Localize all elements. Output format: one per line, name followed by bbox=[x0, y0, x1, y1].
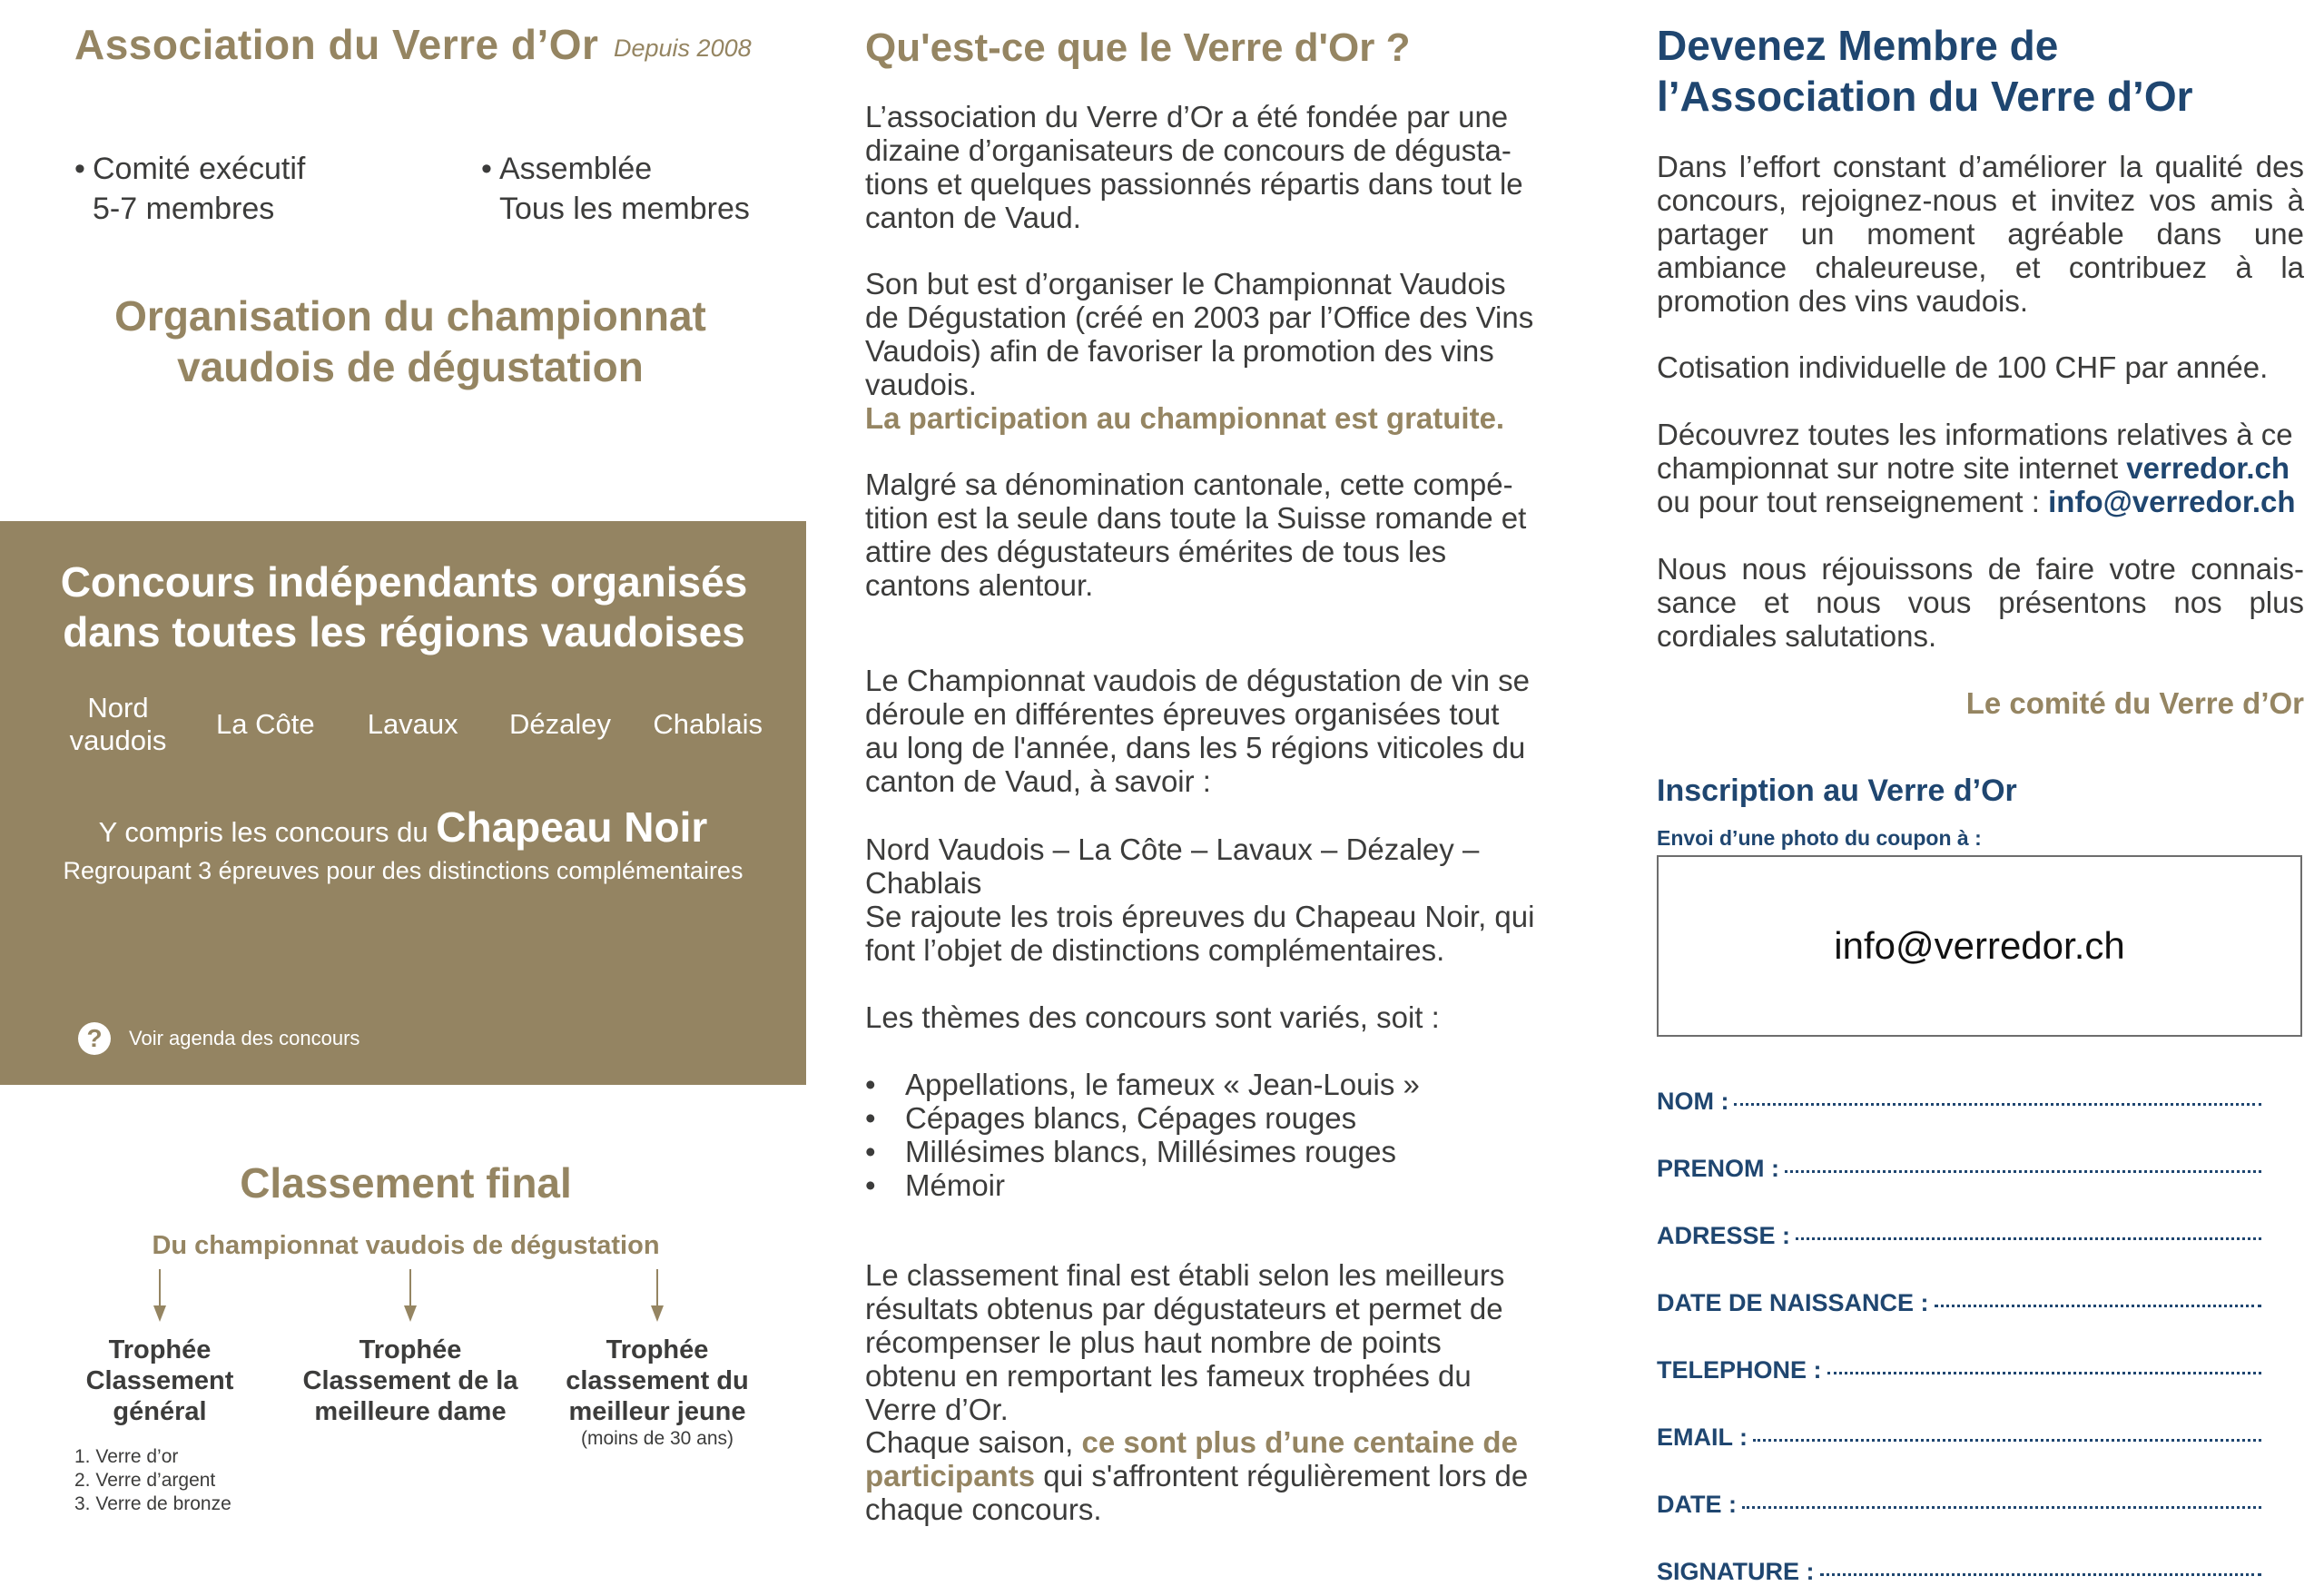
inscription-subtitle: Envoi d’une photo du coupon à : bbox=[1657, 826, 1982, 850]
field-line[interactable] bbox=[1742, 1506, 2261, 1509]
region-label: Nord bbox=[87, 692, 149, 724]
about-paragraph-5 bbox=[865, 900, 1537, 967]
org-item-detail: Tous les membres bbox=[499, 192, 750, 226]
agenda-link[interactable] bbox=[78, 1022, 359, 1055]
committee-signature: Le comité du Verre d’Or bbox=[1965, 686, 2304, 720]
membership-contact bbox=[1657, 418, 2304, 518]
panel-title-line: Concours indépendants organisés bbox=[60, 558, 748, 606]
field-line[interactable] bbox=[1785, 1170, 2261, 1173]
about-paragraph-2 bbox=[865, 267, 1537, 435]
panel-title-line: dans toutes les régions vaudoises bbox=[63, 608, 745, 655]
paragraph-text: Le Championnat vaudois de dégustation de vin se déroule en différentes épreuves organisées tout au long de l'année, dans les 5 régions viticoles du canton de Vaud, à savoir : bbox=[865, 664, 1531, 798]
website-link[interactable]: verredor.ch bbox=[2126, 451, 2290, 485]
org-item-assembly bbox=[481, 149, 750, 229]
field-prenom[interactable] bbox=[1657, 1155, 2261, 1183]
regions-line bbox=[865, 832, 1537, 900]
arrow-down-icon bbox=[648, 1269, 666, 1322]
chapeau-noir-line bbox=[0, 803, 806, 852]
membership-paragraph-1 bbox=[1657, 150, 2304, 318]
field-nom[interactable] bbox=[1657, 1088, 2261, 1116]
membership-title-line: l’Association du Verre d’Or bbox=[1657, 73, 2193, 120]
field-signature[interactable] bbox=[1657, 1558, 2261, 1586]
field-date[interactable] bbox=[1657, 1491, 2261, 1519]
about-title: Qu'est-ce que le Verre d'Or ? bbox=[865, 25, 1411, 70]
trophy-best-young bbox=[548, 1335, 766, 1451]
paragraph-text: Se rajoute les trois épreuves du Chapeau Noir, qui font l’objet de distinctions complémentaires. bbox=[865, 900, 1535, 967]
region-chablais: Chablais bbox=[653, 708, 763, 740]
paragraph-text: Son but est d’organiser le Championnat Vaudois de Dégustation (créé en 2003 par l’Office des Vins Vaudois) afin de favoriser la promotion des vins vaudois. bbox=[865, 267, 1534, 401]
regions-list bbox=[64, 692, 763, 757]
championship-title-line: Organisation du championnat bbox=[114, 292, 706, 340]
chapeau-name: Chapeau Noir bbox=[436, 803, 708, 851]
field-line[interactable] bbox=[1753, 1439, 2261, 1442]
bullet-icon: • bbox=[481, 152, 492, 186]
championship-title-line: vaudois de dégustation bbox=[177, 343, 644, 390]
trophy-line: général bbox=[113, 1397, 207, 1426]
inscription-title: Inscription au Verre d’Or bbox=[1657, 773, 2017, 808]
paragraph-text: Dans l’effort constant d’améliorer la qualité des concours, rejoignez-nous et invitez vos amis à partager un moment agréable dans une ambiance chaleureuse, et contribuez à la promotion des vins vaudois. bbox=[1657, 150, 2304, 318]
trophy-line: Trophée bbox=[359, 1335, 462, 1364]
region-lavaux: Lavaux bbox=[367, 708, 458, 740]
membership-title-line: Devenez Membre de bbox=[1657, 22, 2059, 69]
field-adresse[interactable] bbox=[1657, 1222, 2261, 1250]
brand-title: Association du Verre d’Or bbox=[74, 21, 599, 68]
trophy-line: classement du bbox=[566, 1366, 749, 1395]
org-item-detail: 5-7 membres bbox=[93, 192, 275, 226]
trophy-line: meilleur jeune bbox=[568, 1397, 746, 1426]
field-telephone[interactable] bbox=[1657, 1356, 2261, 1384]
membership-greeting bbox=[1657, 552, 2304, 653]
theme-item: • Millésimes blancs, Millésimes rouges bbox=[865, 1135, 1537, 1168]
arrow-down-icon bbox=[401, 1269, 419, 1322]
field-line[interactable] bbox=[1935, 1305, 2261, 1307]
panel-title bbox=[36, 557, 772, 657]
ranks-list bbox=[74, 1445, 231, 1516]
field-line[interactable] bbox=[1796, 1237, 2261, 1240]
rank-item: 2. Verre d’argent bbox=[74, 1470, 216, 1491]
question-circle-icon: ? bbox=[78, 1022, 111, 1055]
chapeau-prefix: Y compris les concours du bbox=[98, 816, 437, 848]
chapeau-subtitle: Regroupant 3 épreuves pour des distinctions complémentaires bbox=[63, 857, 743, 884]
brand-since: Depuis 2008 bbox=[614, 34, 752, 62]
theme-item: • Cépages blancs, Cépages rouges bbox=[865, 1101, 1537, 1135]
membership-title bbox=[1657, 20, 2304, 122]
region-nord-vaudois bbox=[64, 692, 172, 757]
field-label: DATE : bbox=[1657, 1491, 1737, 1518]
bullet-icon: • bbox=[74, 152, 85, 186]
org-item-title: Comité exécutif bbox=[93, 152, 306, 186]
paragraph-text: Nous nous réjouissons de faire votre connaissance et nous vous présentons nos plus cordiales salutations. bbox=[1657, 552, 2304, 653]
field-line[interactable] bbox=[1820, 1573, 2262, 1576]
themes-list bbox=[865, 1068, 1537, 1202]
inscription-email[interactable]: info@verredor.ch bbox=[1834, 924, 2125, 967]
paragraph-text: qui s'affrontent régulièrement lors de chaque concours. bbox=[865, 1459, 1529, 1526]
about-paragraph-7 bbox=[865, 1258, 1537, 1426]
field-label: DATE DE NAISSANCE : bbox=[1657, 1289, 1929, 1316]
ranking-title: Classement final bbox=[240, 1159, 572, 1207]
trophy-line: meilleure dame bbox=[314, 1397, 507, 1426]
paragraph-text: Les thèmes des concours sont variés, soit : bbox=[865, 1000, 1440, 1034]
paragraph-text: Chaque saison, bbox=[865, 1425, 1082, 1459]
participants-highlight: ce sont plus d’une centaine de participants bbox=[865, 1425, 1518, 1492]
trophy-general bbox=[51, 1335, 269, 1427]
rank-item: 1. Verre d’or bbox=[74, 1446, 179, 1467]
about-paragraph-3 bbox=[865, 468, 1537, 602]
paragraph-text: Nord Vaudois – La Côte – Lavaux – Dézaley – Chablais bbox=[865, 832, 1480, 900]
paragraph-text: ou pour tout renseignement : bbox=[1657, 485, 2049, 518]
field-line[interactable] bbox=[1734, 1103, 2261, 1106]
paragraph-text: Cotisation individuelle de 100 CHF par année. bbox=[1657, 350, 2269, 384]
trophy-note: (moins de 30 ans) bbox=[580, 1428, 734, 1449]
field-label: EMAIL : bbox=[1657, 1423, 1748, 1451]
about-paragraph-4 bbox=[865, 664, 1537, 798]
trophy-line: Classement de la bbox=[302, 1366, 518, 1395]
field-line[interactable] bbox=[1827, 1372, 2261, 1374]
membership-fee bbox=[1657, 350, 2304, 384]
trophy-best-lady bbox=[301, 1335, 519, 1427]
rank-item: 3. Verre de bronze bbox=[74, 1493, 231, 1514]
theme-item: • Appellations, le fameux « Jean-Louis » bbox=[865, 1068, 1537, 1101]
inscription-email-box bbox=[1657, 855, 2302, 1037]
org-item-committee bbox=[74, 149, 305, 229]
region-dezaley: Dézaley bbox=[509, 708, 612, 740]
free-participation-note: La participation au championnat est gratuite. bbox=[865, 401, 1505, 435]
region-label: vaudois bbox=[69, 724, 167, 756]
trophy-line: Trophée bbox=[606, 1335, 709, 1364]
trophy-line: Trophée bbox=[108, 1335, 212, 1364]
about-paragraph-6 bbox=[865, 1000, 1537, 1034]
paragraph-text: L’association du Verre d’Or a été fondée par une dizaine d’organisateurs de concours de dégustations et quelques passionnés répartis dans tout le canton de Vaud. bbox=[865, 100, 1523, 234]
competitions-panel bbox=[0, 521, 806, 1085]
paragraph-text: Malgré sa dénomination cantonale, cette compétition est la seule dans toute la Suisse romande et attire des dégustateurs émérites de tous les cantons alentour. bbox=[865, 468, 1527, 602]
field-email[interactable] bbox=[1657, 1423, 2261, 1452]
field-label: ADRESSE : bbox=[1657, 1222, 1791, 1249]
org-item-title: Assemblée bbox=[499, 152, 653, 186]
paragraph-text: Découvrez toutes les informations relatives à ce championnat sur notre site internet bbox=[1657, 418, 2293, 485]
email-link[interactable]: info@verredor.ch bbox=[2048, 485, 2296, 518]
field-label: NOM : bbox=[1657, 1088, 1729, 1115]
about-paragraph-1 bbox=[865, 100, 1537, 234]
championship-title bbox=[74, 291, 746, 392]
paragraph-text: Le classement final est établi selon les meilleurs résultats obtenus par dégustateurs et permet de récompenser le plus haut nombre de points obtenu en remportant les fameux trophées du Verre d’Or. bbox=[865, 1258, 1505, 1426]
field-label: PRENOM : bbox=[1657, 1155, 1779, 1182]
field-label: SIGNATURE : bbox=[1657, 1558, 1815, 1585]
field-date-naissance[interactable] bbox=[1657, 1289, 2261, 1317]
trophy-line: Classement bbox=[85, 1366, 234, 1395]
about-paragraph-8 bbox=[865, 1425, 1537, 1526]
ranking-subtitle: Du championnat vaudois de dégustation bbox=[152, 1231, 660, 1260]
field-label: TELEPHONE : bbox=[1657, 1356, 1822, 1384]
theme-item: • Mémoir bbox=[865, 1168, 1537, 1202]
region-la-cote: La Côte bbox=[216, 708, 315, 740]
agenda-label: Voir agenda des concours bbox=[129, 1027, 360, 1049]
arrow-down-icon bbox=[151, 1269, 169, 1322]
